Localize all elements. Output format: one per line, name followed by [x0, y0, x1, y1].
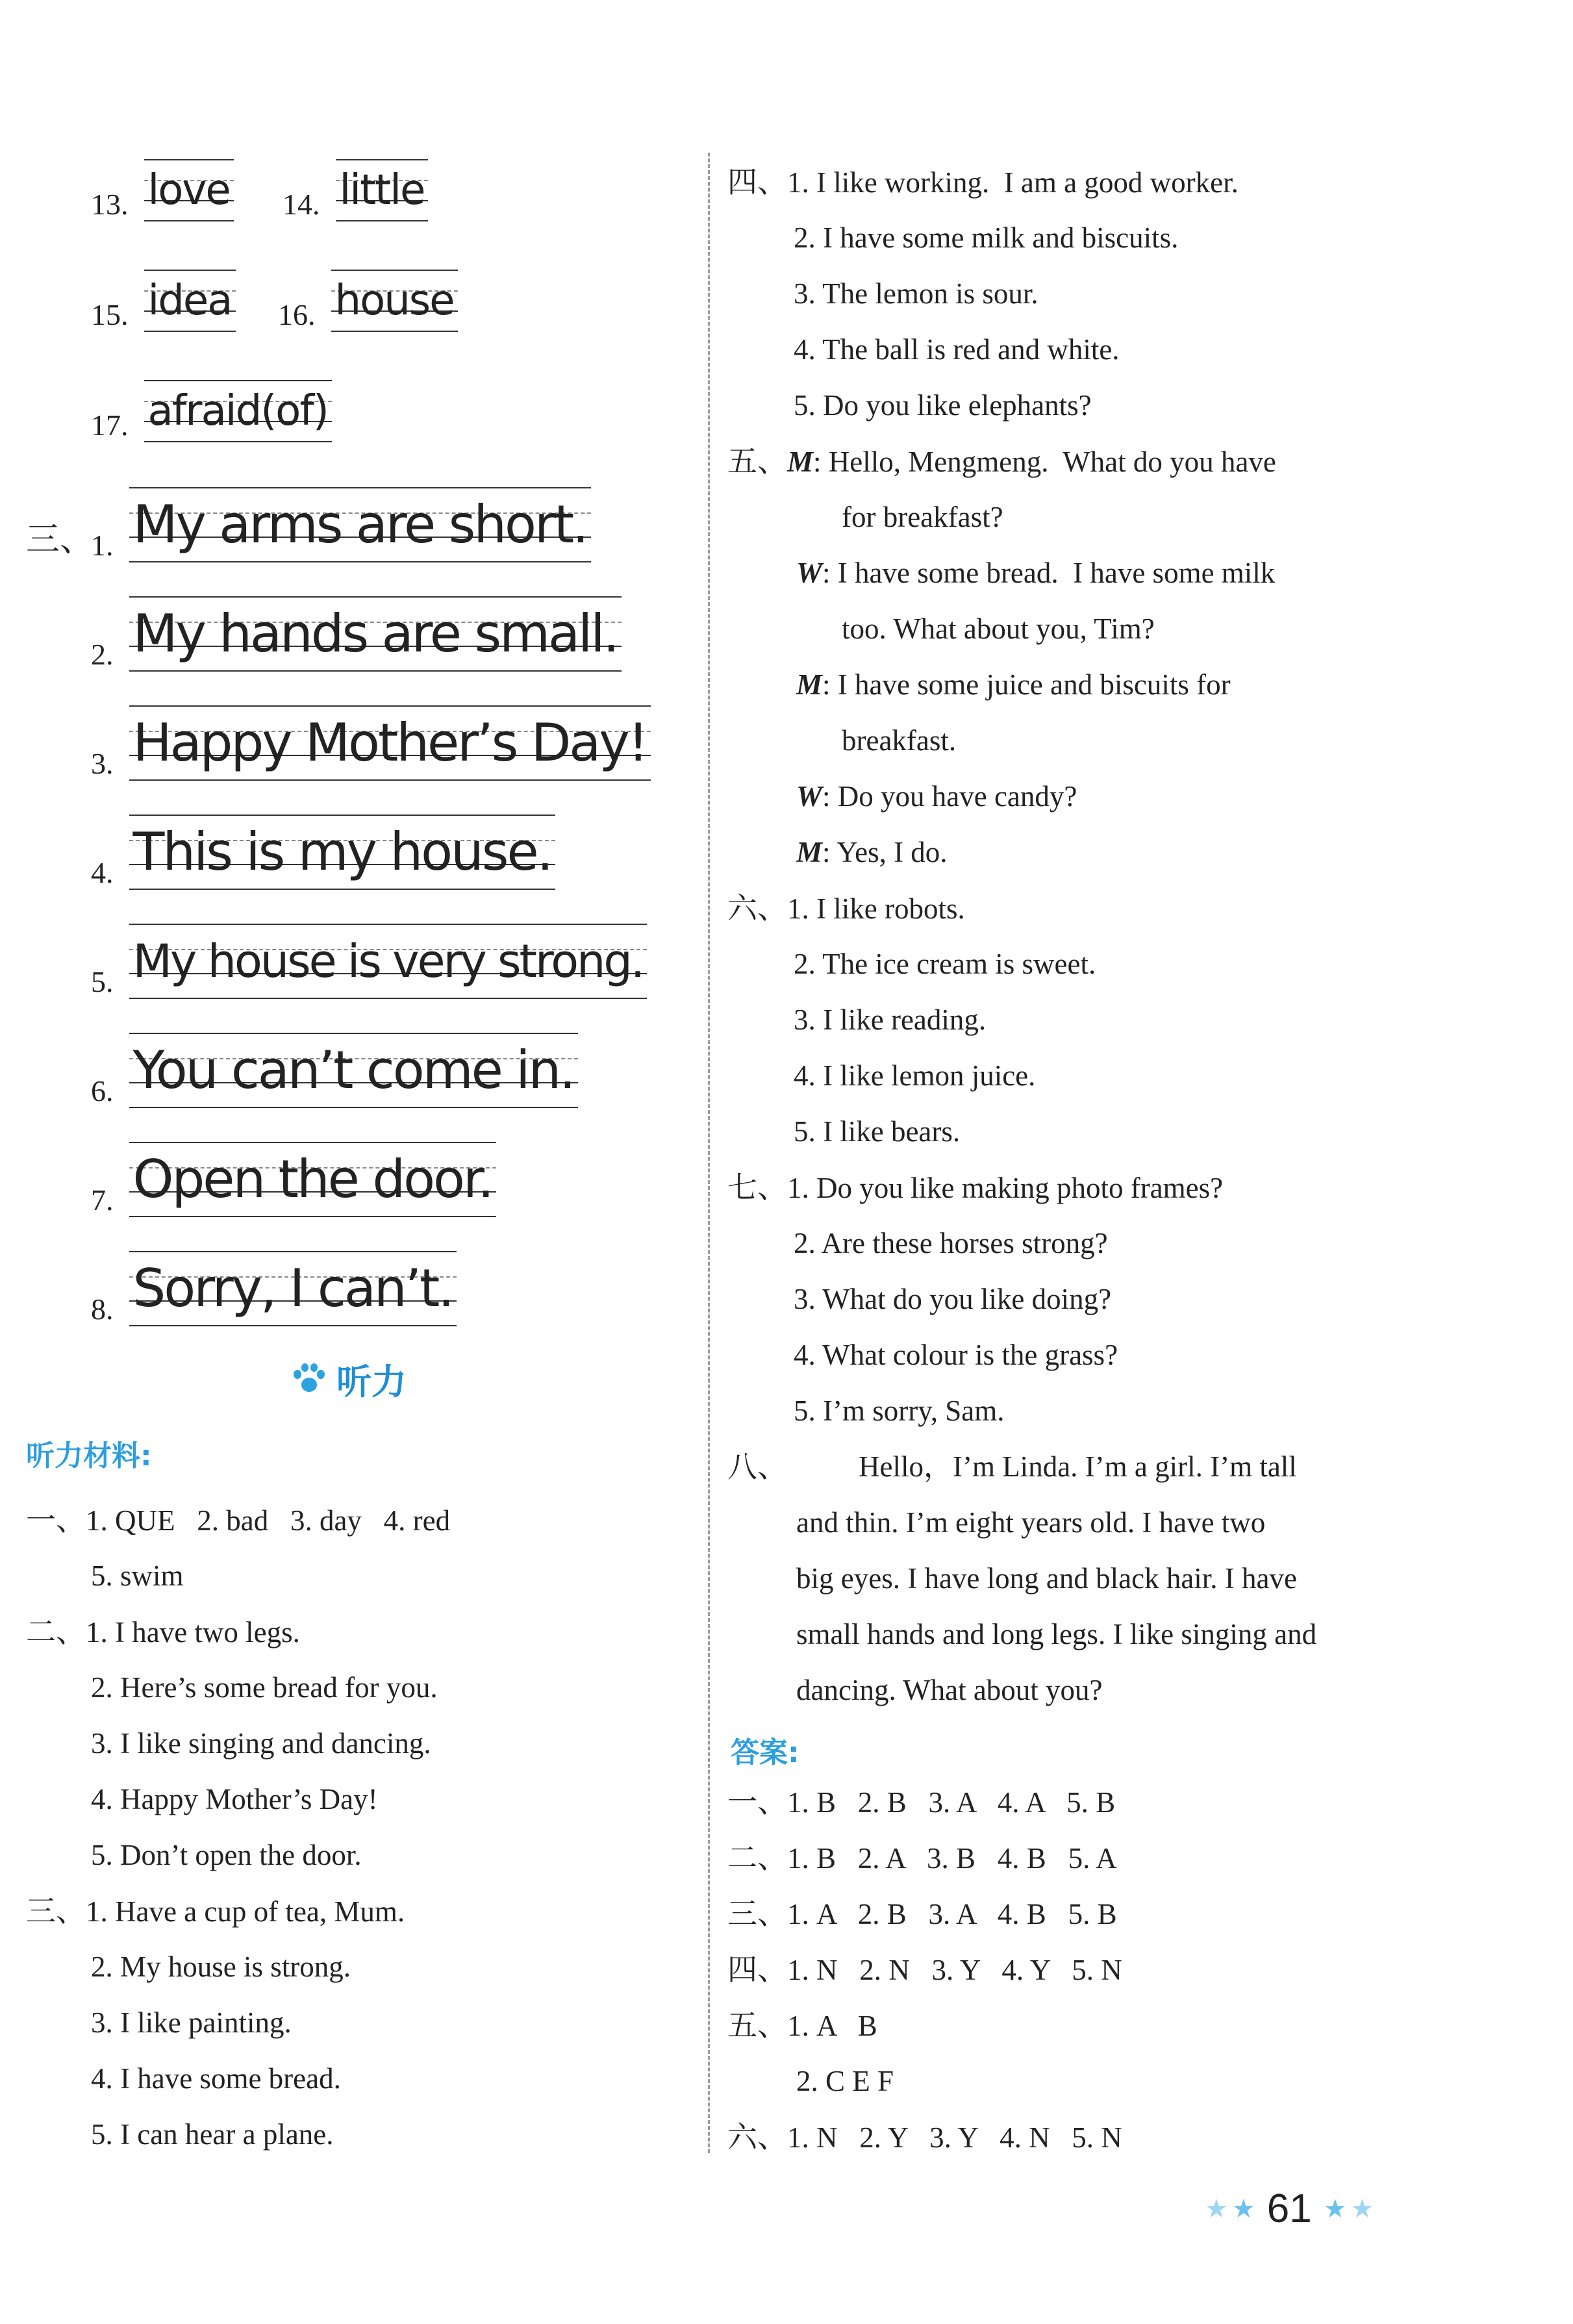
- dialogue-line: [796, 833, 948, 872]
- part-label: 五、: [727, 444, 787, 479]
- item-number: 6.: [91, 1074, 114, 1107]
- sentence-7: [91, 1142, 496, 1217]
- answer-text: 1. N 2. Y 3. Y 4. N 5. N: [787, 2121, 1122, 2154]
- list-item: 3. I like painting.: [91, 2006, 292, 2039]
- answer-text: 1. N 2. N 3. Y 4. Y 5. N: [787, 1954, 1122, 1986]
- passage-line: and thin. I’m eight years old. I have two: [796, 1506, 1266, 1539]
- part-text: 1. QUE 2. bad 3. day 4. red: [86, 1504, 451, 1537]
- listen-part-4: [727, 162, 1239, 202]
- list-item: 3. What do you like doing?: [794, 1283, 1112, 1315]
- sentence-6: [91, 1033, 578, 1108]
- part-label: 六、: [727, 890, 787, 926]
- part-text: 1. Have a cup of tea, Mum.: [86, 1895, 405, 1928]
- handwritten-sentence: Sorry, I can’t.: [132, 1258, 453, 1319]
- star-icon: ★: [1205, 2194, 1228, 2223]
- listen-part-7: [727, 1168, 1223, 1207]
- part-text: 1. I like robots.: [787, 892, 965, 925]
- list-item: 4. I have some bread.: [91, 2062, 341, 2095]
- part-label: 一、: [26, 1502, 86, 1537]
- listen-part-3: [26, 1891, 405, 1931]
- item-number: 4.: [91, 856, 114, 889]
- sentence-5: [91, 924, 647, 999]
- handwritten-sentence: You can’t come in.: [132, 1040, 574, 1100]
- item-number: 17.: [91, 409, 129, 442]
- answer-text: 1. A B: [787, 2010, 877, 2042]
- star-icon: ★: [1231, 2194, 1255, 2223]
- list-item: 2. Here’s some bread for you.: [91, 1671, 438, 1704]
- handwriting-box: [129, 596, 622, 672]
- answer-text: 1. A 2. B 3. A 4. B 5. B: [787, 1898, 1117, 1930]
- handwritten-sentence: Open the door.: [132, 1149, 492, 1209]
- vocab-16: [278, 270, 458, 332]
- item-number: 1.: [91, 529, 114, 562]
- dialogue-text: : Yes, I do.: [822, 836, 948, 868]
- answer-row: [727, 2117, 1122, 2157]
- paw-icon: [292, 1363, 325, 1396]
- star-icon: ★: [1323, 2194, 1347, 2223]
- sentence-1: [91, 487, 591, 562]
- handwriting-box: [129, 815, 556, 890]
- list-item: 2. Are these horses strong?: [794, 1227, 1108, 1259]
- part-label: 四、: [727, 164, 787, 199]
- handwritten-sentence: My arms are short.: [132, 494, 587, 555]
- part-label: 七、: [727, 1170, 787, 1205]
- list-item: 3. The lemon is sour.: [794, 277, 1038, 310]
- list-item: 5. Don’t open the door.: [91, 1839, 362, 1871]
- listen-part-1-line-2: 5. swim: [91, 1560, 184, 1592]
- handwriting-box: [129, 924, 648, 999]
- handwritten-word: afraid(of): [147, 387, 328, 435]
- list-item: 4. The ball is red and white.: [794, 333, 1120, 366]
- list-item: 5. I can hear a plane.: [91, 2118, 334, 2151]
- sentence-3: [91, 705, 651, 781]
- item-number: 2.: [91, 638, 114, 671]
- list-item: 5. I’m sorry, Sam.: [794, 1395, 1005, 1427]
- column-divider: [708, 153, 710, 2153]
- handwriting-box: [129, 705, 651, 781]
- page-number: [1205, 2186, 1374, 2232]
- passage-line: small hands and long legs. I like singing and: [796, 1618, 1317, 1650]
- dialogue-line: [796, 777, 1077, 816]
- listen-part-1: [26, 1500, 450, 1540]
- vocab-15: [91, 270, 236, 332]
- item-number: 15.: [91, 298, 129, 331]
- answer-row: [727, 1838, 1117, 1878]
- answer-row: [727, 1782, 1115, 1822]
- list-item: 5. I like bears.: [794, 1115, 961, 1148]
- listen-part-8: [727, 1447, 787, 1487]
- part-label: 二、: [727, 1840, 787, 1875]
- speaker-label: W: [796, 557, 823, 589]
- part-label: 一、: [727, 1784, 787, 1819]
- materials-label: 听力材料:: [26, 1439, 152, 1472]
- handwritten-word: little: [339, 166, 425, 214]
- part-label: 二、: [26, 1614, 86, 1649]
- passage-line: dancing. What about you?: [796, 1674, 1103, 1706]
- sentence-4: [91, 815, 555, 890]
- handwriting-box: [144, 159, 234, 221]
- dialogue-line: for breakfast?: [842, 501, 1003, 533]
- dialogue-text: : Hello, Mengmeng. What do you have: [813, 446, 1276, 478]
- vocab-14: [283, 159, 428, 221]
- part-text: 1. Do you like making photo frames?: [787, 1172, 1224, 1204]
- handwriting-box: [144, 270, 236, 332]
- answer-text: 1. B 2. A 3. B 4. B 5. A: [787, 1842, 1117, 1875]
- listening-title-text: 听力: [336, 1361, 407, 1402]
- answer-row: [727, 2006, 877, 2045]
- page-number-text: 61: [1266, 2186, 1312, 2231]
- listening-title: [292, 1354, 407, 1404]
- part-label: 三、: [727, 1896, 787, 1931]
- handwriting-box: [129, 1142, 496, 1217]
- section-label-3: 三、: [26, 520, 94, 559]
- part-label: 五、: [727, 2008, 787, 2043]
- handwritten-sentence: My hands are small.: [132, 603, 618, 664]
- star-icon: ★: [1350, 2194, 1374, 2223]
- handwriting-box: [336, 159, 429, 221]
- list-item: 4. What colour is the grass?: [794, 1339, 1118, 1371]
- item-number: 14.: [283, 188, 320, 221]
- answer-row: [727, 1894, 1117, 1934]
- dialogue-text: : I have some bread. I have some milk: [822, 557, 1276, 589]
- speaker-label: M: [796, 836, 823, 868]
- handwriting-box: [331, 270, 458, 332]
- part-label: 三、: [26, 1893, 86, 1928]
- vocab-17: [91, 380, 332, 442]
- answers-label: 答案:: [731, 1736, 799, 1769]
- part-label: 六、: [727, 2119, 787, 2154]
- dialogue-text: : Do you have candy?: [822, 780, 1077, 813]
- item-number: 8.: [91, 1293, 114, 1326]
- item-number: 13.: [91, 188, 129, 221]
- part-text: 1. I have two legs.: [86, 1616, 300, 1648]
- passage-line: big eyes. I have long and black hair. I have: [796, 1562, 1297, 1595]
- listen-part-5: [727, 442, 1276, 481]
- listen-part-2: [26, 1612, 300, 1652]
- handwritten-word: love: [147, 166, 230, 214]
- dialogue-text: : I have some juice and biscuits for: [822, 668, 1231, 701]
- answer-row: [727, 1950, 1122, 1989]
- list-item: 2. The ice cream is sweet.: [794, 948, 1096, 980]
- speaker-label: M: [787, 446, 814, 478]
- vocab-13: [91, 159, 234, 221]
- list-item: 4. I like lemon juice.: [794, 1059, 1036, 1092]
- handwritten-sentence: My house is very strong.: [132, 935, 644, 988]
- dialogue-line: [796, 553, 1275, 592]
- list-item: 4. Happy Mother’s Day!: [91, 1783, 378, 1815]
- handwriting-box: [129, 1033, 578, 1108]
- list-item: 2. My house is strong.: [91, 1951, 351, 1983]
- part-label: 八、: [727, 1449, 787, 1484]
- dialogue-line: too. What about you, Tim?: [842, 613, 1155, 645]
- handwriting-box: [144, 380, 332, 442]
- dialogue-line: [796, 665, 1231, 704]
- handwriting-box: [129, 487, 591, 562]
- list-item: 5. Do you like elephants?: [794, 389, 1092, 422]
- dialogue-line: breakfast.: [842, 724, 957, 757]
- list-item: 3. I like reading.: [794, 1004, 987, 1036]
- item-number: 3.: [91, 747, 114, 780]
- list-item: 2. I have some milk and biscuits.: [794, 221, 1179, 254]
- part-text: 1. I like working. I am a good worker.: [787, 166, 1239, 199]
- list-item: 3. I like singing and dancing.: [91, 1727, 431, 1760]
- item-number: 5.: [91, 965, 114, 998]
- handwritten-word: house: [334, 277, 454, 325]
- item-number: 16.: [278, 298, 316, 331]
- sentence-8: [91, 1251, 457, 1326]
- listen-part-6: [727, 889, 965, 928]
- speaker-label: W: [796, 780, 823, 813]
- handwritten-sentence: Happy Mother’s Day!: [132, 713, 647, 773]
- handwritten-word: idea: [147, 277, 232, 325]
- part-label: 四、: [727, 1952, 787, 1987]
- handwriting-box: [129, 1251, 457, 1326]
- item-number: 7.: [91, 1183, 114, 1217]
- passage-line: Hello，I’m Linda. I’m a girl. I’m tall: [859, 1450, 1297, 1483]
- sentence-2: [91, 596, 622, 672]
- speaker-label: M: [796, 668, 823, 701]
- answer-row: 2. C E F: [796, 2065, 894, 2097]
- answer-text: 1. B 2. B 3. A 4. A 5. B: [787, 1786, 1116, 1819]
- handwritten-sentence: This is my house.: [132, 822, 552, 882]
